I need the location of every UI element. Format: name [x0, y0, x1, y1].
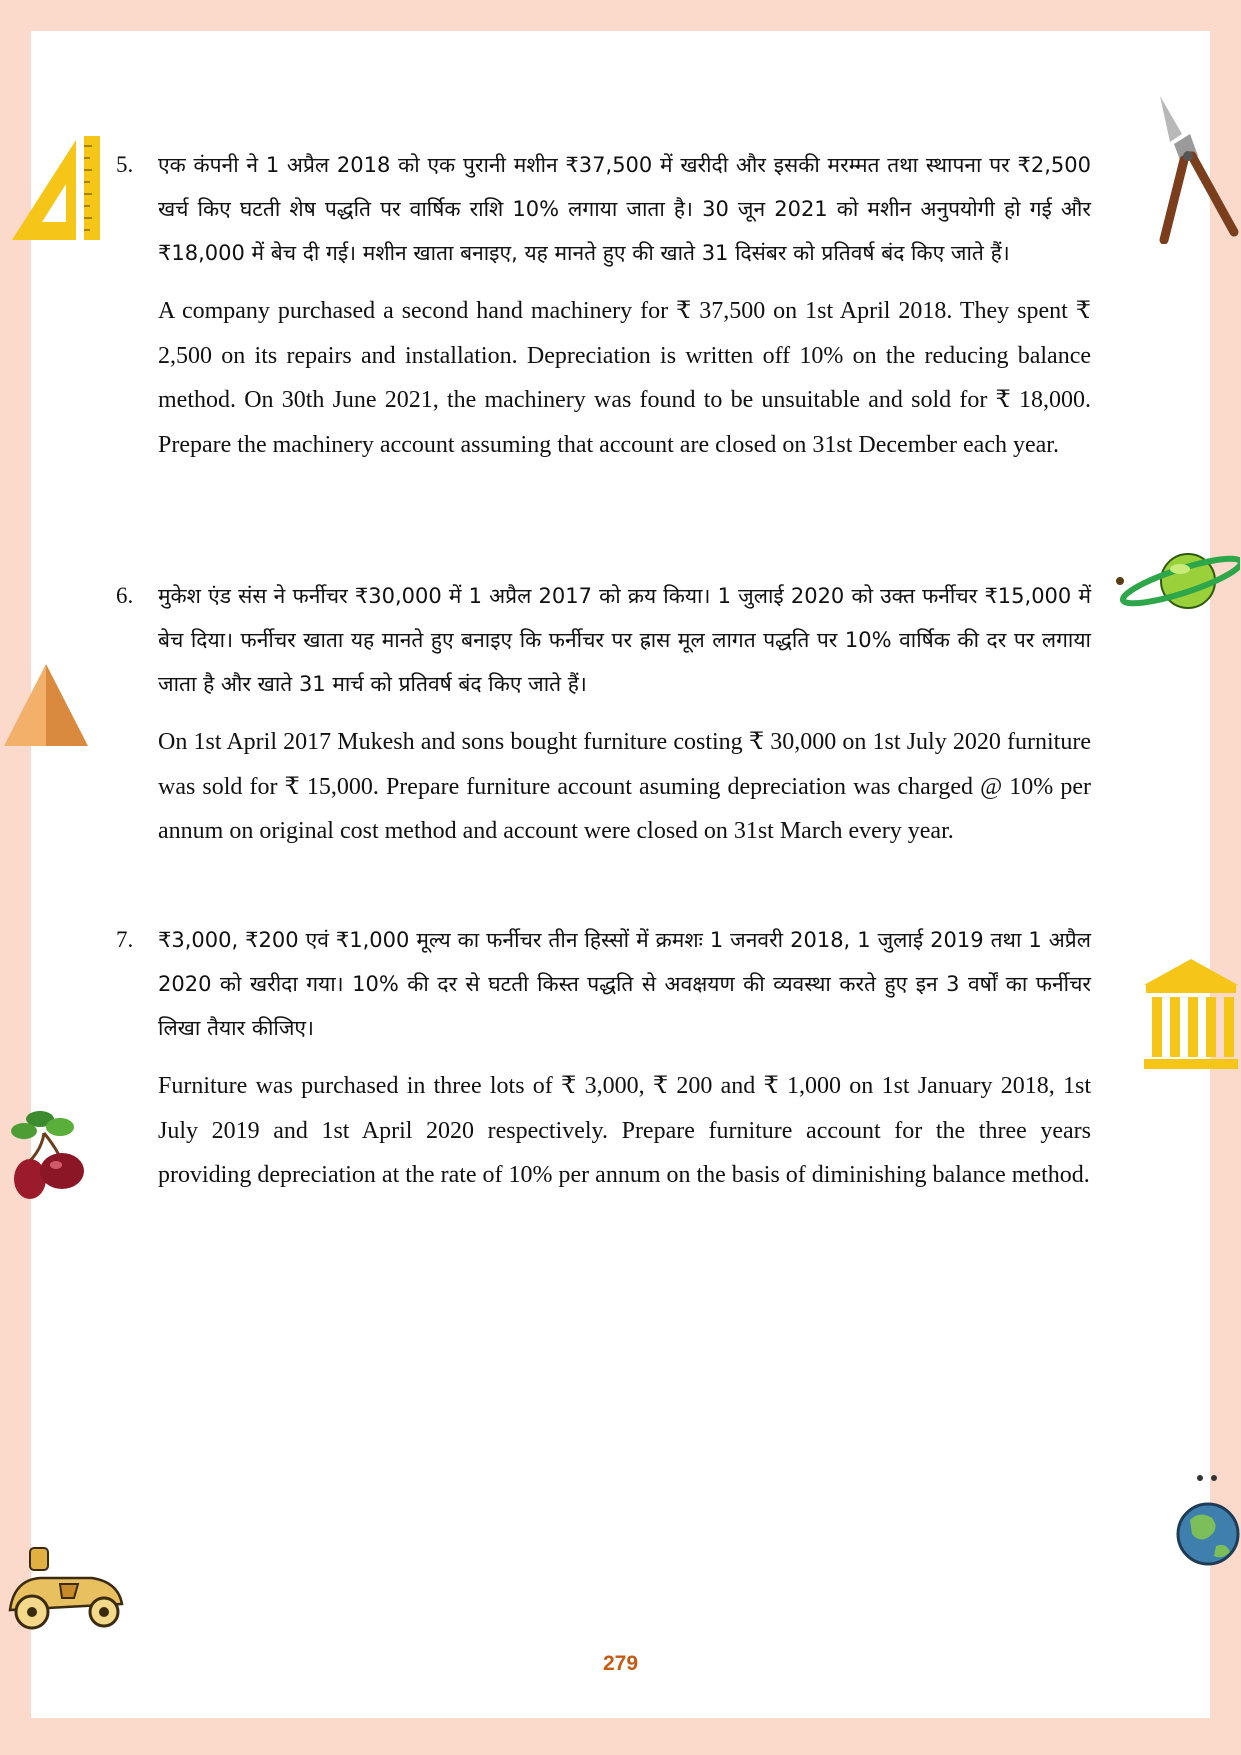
pyramid-icon [2, 660, 90, 748]
question-5 [116, 143, 1091, 467]
question-6 [116, 574, 1091, 854]
question-number: 6. [116, 583, 134, 608]
planet-icon [1112, 545, 1240, 615]
vintage-car-icon [0, 1540, 130, 1640]
question-hindi-text: एक कंपनी ने 1 अप्रैल 2018 को एक पुरानी मशीन ₹37,500 में खरीदी और इसकी मरम्मत तथा स्थापना पर ₹2,500 खर्च किए घटती शेष पद्धति पर वार्षिक राशि 10% लगाया जाता है। 30 जून 2021 को मशीन अनुपयोगी हो गई और ₹18,000 में बेच दी गई। मशीन खाता बनाइए, यह मानते हुए की खाते 31 दिसंबर को प्रतिवर्ष बंद किए जाते हैं। [158, 153, 1091, 265]
set-square-ruler-icon [6, 132, 106, 244]
globe-icon [1170, 1470, 1240, 1570]
question-hindi-text: मुकेश एंड संस ने फर्नीचर ₹30,000 में 1 अप्रैल 2017 को क्रय किया। 1 जुलाई 2020 को उक्त फर्नीचर ₹15,000 में बेच दिया। फर्नीचर खाता यह मानते हुए बनाइए कि फर्नीचर पर ह्रास मूल लागत पद्धति पर 10% वार्षिक की दर पर लगाया जाता है और खाते 31 मार्च को प्रतिवर्ष बंद किए जाते हैं। [158, 584, 1091, 696]
page-number: 279 [602, 1652, 639, 1675]
question-english-text: Furniture was purchased in three lots of ₹ 3,000, ₹ 200 and ₹ 1,000 on 1st January 2018, 1st July 2019 and 1st April 2020 respectively. Prepare furniture account for the three years providing depreciation at the rate of 10% per annum on the basis of diminishing balance method. [158, 1073, 1091, 1188]
question-number: 7. [116, 927, 134, 952]
question-hindi-text: ₹3,000, ₹200 एवं ₹1,000 मूल्य का फर्नीचर तीन हिस्सों में क्रमशः 1 जनवरी 2018, 1 जुलाई 2019 तथा 1 अप्रैल 2020 को खरीदा गया। 10% की दर से घटती किस्त पद्धति से अवक्षयण की व्यवस्था करते हुए इन 3 वर्षों का फर्नीचर लिखा तैयार कीजिए। [158, 928, 1091, 1040]
pruning-shears-icon [1150, 94, 1240, 244]
question-number: 5. [116, 152, 134, 177]
temple-columns-icon [1142, 955, 1240, 1073]
question-7 [116, 918, 1091, 1198]
question-english-text: A company purchased a second hand machinery for ₹ 37,500 on 1st April 2018. They spent ₹ 2,500 on its repairs and installation. Depreciation is written off 10% on the reducing balance method. On 30th June 2021, the machinery was found to be unsuitable and sold for ₹ 18,000. Prepare the machinery account assuming that account are closed on 31st December each year. [158, 298, 1091, 458]
question-english-text: On 1st April 2017 Mukesh and sons bought furniture costing ₹ 30,000 on 1st July 2020 furniture was sold for ₹ 15,000. Prepare furniture account asuming depreciation was charged @ 10% per annum on original cost method and account were closed on 31st March every year. [158, 729, 1091, 844]
cherries-icon [4, 1105, 90, 1205]
